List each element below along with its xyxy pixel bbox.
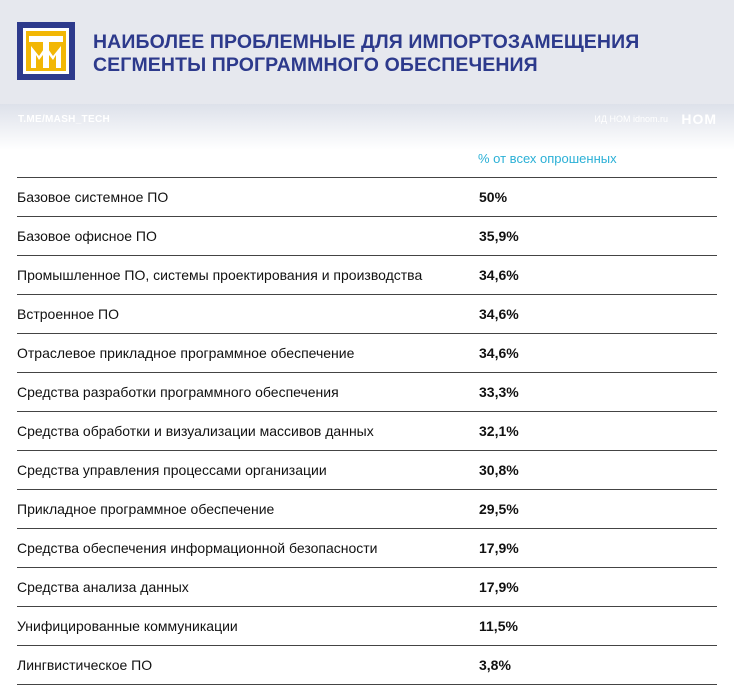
row-value: 35,9%: [479, 228, 519, 244]
row-value: 17,9%: [479, 579, 519, 595]
publisher-credit[interactable]: ИД НОМ idnom.ru: [594, 114, 668, 124]
row-value: 3,8%: [479, 657, 511, 673]
row-value: 30,8%: [479, 462, 519, 478]
row-label: Лингвистическое ПО: [17, 657, 153, 673]
row-value: 50%: [479, 189, 508, 205]
row-label: Средства управления процессами организации: [17, 462, 327, 478]
title-line-2: СЕГМЕНТЫ ПРОГРАММНОГО ОБЕСПЕЧЕНИЯ: [93, 54, 538, 76]
row-label: Средства обеспечения информационной безопасности: [17, 540, 378, 556]
row-label: Прикладное программное обеспечение: [17, 501, 275, 517]
brand-logo: НОМ: [681, 111, 717, 127]
table-row: [17, 217, 717, 256]
table-row: [17, 607, 717, 646]
table-row: [17, 295, 717, 334]
row-label: Отраслевое прикладное программное обеспечение: [17, 345, 355, 361]
row-value: 29,5%: [479, 501, 519, 517]
row-label: Промышленное ПО, системы проектирования и производства: [17, 267, 423, 283]
row-value: 34,6%: [479, 306, 519, 322]
table-row: [17, 334, 717, 373]
row-label: Базовое офисное ПО: [17, 228, 157, 244]
table-row: [17, 373, 717, 412]
row-value: 33,3%: [479, 384, 519, 400]
table-row: [17, 178, 717, 217]
table-row: [17, 256, 717, 295]
table-row: [17, 490, 717, 529]
row-label: Средства разработки программного обеспечения: [17, 384, 339, 400]
table-row: [17, 646, 717, 685]
column-header: % от всех опрошенных: [478, 151, 617, 166]
row-value: 17,9%: [479, 540, 519, 556]
data-table: [17, 177, 717, 685]
subheader-band: [0, 104, 734, 150]
table-row: [17, 568, 717, 607]
channel-handle[interactable]: T.ME/MASH_TECH: [18, 114, 110, 125]
table-row: [17, 451, 717, 490]
row-value: 32,1%: [479, 423, 519, 439]
row-label: Встроенное ПО: [17, 306, 119, 322]
mash-tech-logo-icon: [17, 22, 75, 80]
row-value: 34,6%: [479, 267, 519, 283]
page-title: [93, 31, 723, 77]
table-row: [17, 412, 717, 451]
row-label: Средства анализа данных: [17, 579, 189, 595]
row-label: Средства обработки и визуализации массивов данных: [17, 423, 374, 439]
row-label: Базовое системное ПО: [17, 189, 169, 205]
row-label: Унифицированные коммуникации: [17, 618, 238, 634]
title-line-1: НАИБОЛЕЕ ПРОБЛЕМНЫЕ ДЛЯ ИМПОРТОЗАМЕЩЕНИЯ: [93, 31, 640, 53]
row-value: 34,6%: [479, 345, 519, 361]
row-value: 11,5%: [479, 618, 518, 634]
table-row: [17, 529, 717, 568]
